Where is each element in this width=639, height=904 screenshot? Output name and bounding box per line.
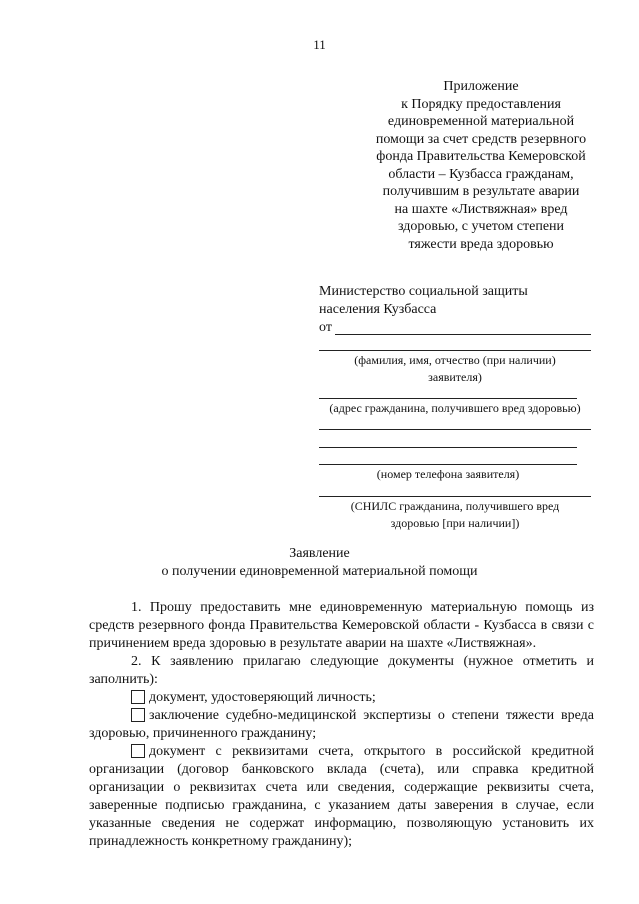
appendix-line: здоровью, с учетом степени xyxy=(397,219,565,234)
item-checkbox[interactable] xyxy=(131,708,145,722)
addressee-line-2: населения Кузбасса xyxy=(319,302,437,317)
item-text: документ с реквизитами счета, открытого в российской кредитной организации (договор банковского вклада (счета), или справка кредитной организации о реквизитах счета или сведения, содержащие реквизиты счета, заверенные подписью гражданина, с указанием даты заверения в случае, если указанные сведения не содержат информацию, позволяющую установить их принадлежность конкретному гражданину); xyxy=(89,744,594,849)
applicant-name-line[interactable] xyxy=(319,350,591,351)
item-text: документ, удостоверяющий личность; xyxy=(149,690,376,705)
appendix-line: на шахте «Листвяжная» вред xyxy=(394,201,568,217)
phone-line[interactable] xyxy=(319,464,577,465)
item-checkbox[interactable] xyxy=(131,744,145,758)
paragraph-1: 1. Прошу предоставить мне единовременную материальную помощь из средств резервного фонда Правительства Кемеровской области - Кузбасса в связи с причинением вреда здоровью в результате аварии на шахте «Листвяжная». xyxy=(89,600,594,651)
snils-line[interactable] xyxy=(319,496,591,497)
document-item xyxy=(89,689,594,707)
paragraph-2: 2. К заявлению прилагаю следующие документы (нужное отметить и заполнить): xyxy=(89,654,594,687)
appendix-line: помощи за счет средств резервного xyxy=(375,131,587,147)
caption-snils-2: здоровью [при наличии]) xyxy=(390,516,520,530)
from-field-line[interactable] xyxy=(335,334,591,335)
caption-phone: (номер телефона заявителя) xyxy=(376,467,520,481)
appendix-block xyxy=(350,78,612,253)
document-item xyxy=(89,707,594,743)
address-line[interactable] xyxy=(319,398,577,399)
appendix-line: области – Кузбасса гражданам, xyxy=(388,166,574,182)
appendix-line: тяжести вреда здоровью xyxy=(408,236,554,252)
appendix-line: получившим в результате аварии xyxy=(382,184,580,199)
caption-snils-1: (СНИЛС гражданина, получившего вред xyxy=(350,499,560,513)
appendix-line: к Порядку предоставления xyxy=(401,96,561,112)
appendix-line: Приложение xyxy=(443,79,519,94)
address-line-2[interactable] xyxy=(319,429,591,430)
document-item xyxy=(89,743,594,851)
statement-title: Заявление xyxy=(289,546,350,561)
addressee-line-1: Министерство социальной защиты xyxy=(319,284,528,299)
appendix-line: единовременной материальной xyxy=(387,114,575,129)
statement-body xyxy=(89,599,594,851)
appendix-line: фонда Правительства Кемеровской xyxy=(376,149,586,164)
item-text: заключение судебно-медицинской экспертизы о степени тяжести вреда здоровью, причиненного гражданину; xyxy=(89,708,594,741)
caption-fio-1: (фамилия, имя, отчество (при наличии) xyxy=(354,353,556,367)
page-number: 11 xyxy=(313,37,326,52)
caption-address: (адрес гражданина, получившего вред здоровью) xyxy=(329,401,581,415)
statement-subtitle: о получении единовременной материальной помощи xyxy=(161,564,478,579)
address-line-3[interactable] xyxy=(319,447,577,448)
caption-fio-2: заявителя) xyxy=(428,370,482,384)
from-label: от xyxy=(319,320,332,335)
item-checkbox[interactable] xyxy=(131,690,145,704)
